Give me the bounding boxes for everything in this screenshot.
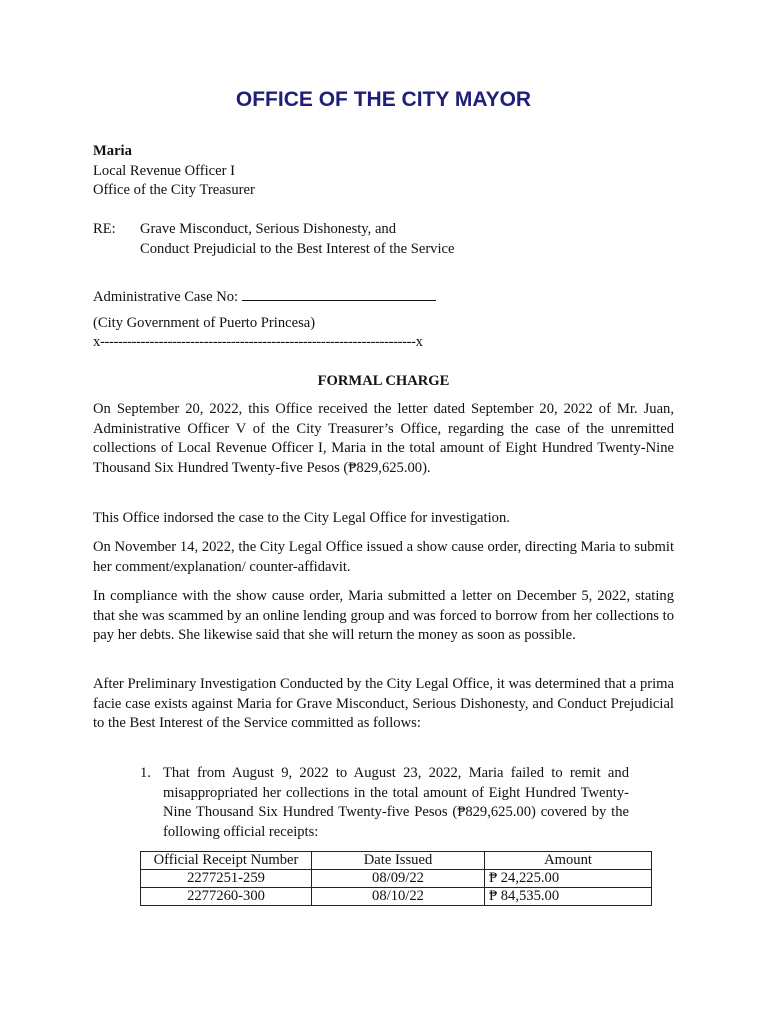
paragraph-indorsed: This Office indorsed the case to the City Legal Office for investigation. — [93, 510, 510, 526]
paragraph-show-cause: On November 14, 2022, the City Legal Office issued a show cause order, directing Maria to submit her comment/explanation/ counter-affidavit. — [93, 539, 674, 575]
table-row — [141, 888, 652, 906]
date-issued-cell: 08/10/22 — [312, 888, 485, 906]
amount-cell: ₱ 24,225.00 — [485, 870, 652, 888]
addressee-office: Office of the City Treasurer — [93, 182, 255, 199]
official-receipts-table — [140, 851, 652, 906]
header-receipt-number: Official Receipt Number — [141, 852, 312, 870]
case-number-line — [93, 287, 436, 308]
paragraph-letter-received: On September 20, 2022, this Office received the letter dated September 20, 2022 of Mr. Juan, Administrative Officer V of the City Treasurer’s Office, regarding the case of the unremitted collections of Local Revenue Officer I, Maria in the total amount of Eight Hundred Twenty-Nine Thousand Six Hundred Twenty-five Pesos (₱829,625.00). — [93, 401, 674, 476]
table-row — [141, 870, 652, 888]
office-title: OFFICE OF THE CITY MAYOR — [235, 88, 532, 111]
government-line: (City Government of Puerto Princesa) — [93, 315, 316, 331]
addressee-position: Local Revenue Officer I — [93, 162, 235, 179]
case-number-label: Administrative Case No: — [93, 289, 239, 305]
header-amount: Amount — [485, 852, 652, 870]
table-header-row — [141, 852, 652, 870]
case-number-blank — [242, 287, 436, 301]
re-label: RE: — [93, 221, 116, 237]
receipt-number-cell: 2277251-259 — [141, 870, 312, 888]
paragraph-preliminary-investigation: After Preliminary Investigation Conducted by the City Legal Office, it was determined that a prima facie case exists against Maria for Grave Misconduct, Serious Dishonesty, and Conduct Prejudicial to the Best Interest of the Service committed as follows: — [93, 676, 674, 732]
list-item-number: 1. — [140, 765, 151, 781]
list-item-text: That from August 9, 2022 to August 23, 2022, Maria failed to remit and misappropriated her collections in the total amount of Eight Hundred Twenty-Nine Thousand Six Hundred Twenty-five Pesos (₱829,625.00) covered by the following official receipts: — [163, 765, 629, 840]
formal-charge-heading: FORMAL CHARGE — [317, 373, 450, 389]
re-line-1: Grave Misconduct, Serious Dishonesty, and — [140, 221, 397, 237]
date-issued-cell: 08/09/22 — [312, 870, 485, 888]
addressee-name: Maria — [93, 143, 132, 159]
re-line-2: Conduct Prejudicial to the Best Interest of the Service — [140, 240, 455, 257]
separator-line: x----------------------------------------------------------------------x — [93, 334, 423, 350]
paragraph-compliance: In compliance with the show cause order, Maria submitted a letter on December 5, 2022, stating that she was scammed by an online lending group and was forced to borrow from her collections to pay her debts. She likewise said that she will return the money as soon as possible. — [93, 588, 674, 644]
header-date-issued: Date Issued — [312, 852, 485, 870]
receipt-number-cell: 2277260-300 — [141, 888, 312, 906]
addressee-block — [93, 142, 255, 201]
amount-cell: ₱ 84,535.00 — [485, 888, 652, 906]
